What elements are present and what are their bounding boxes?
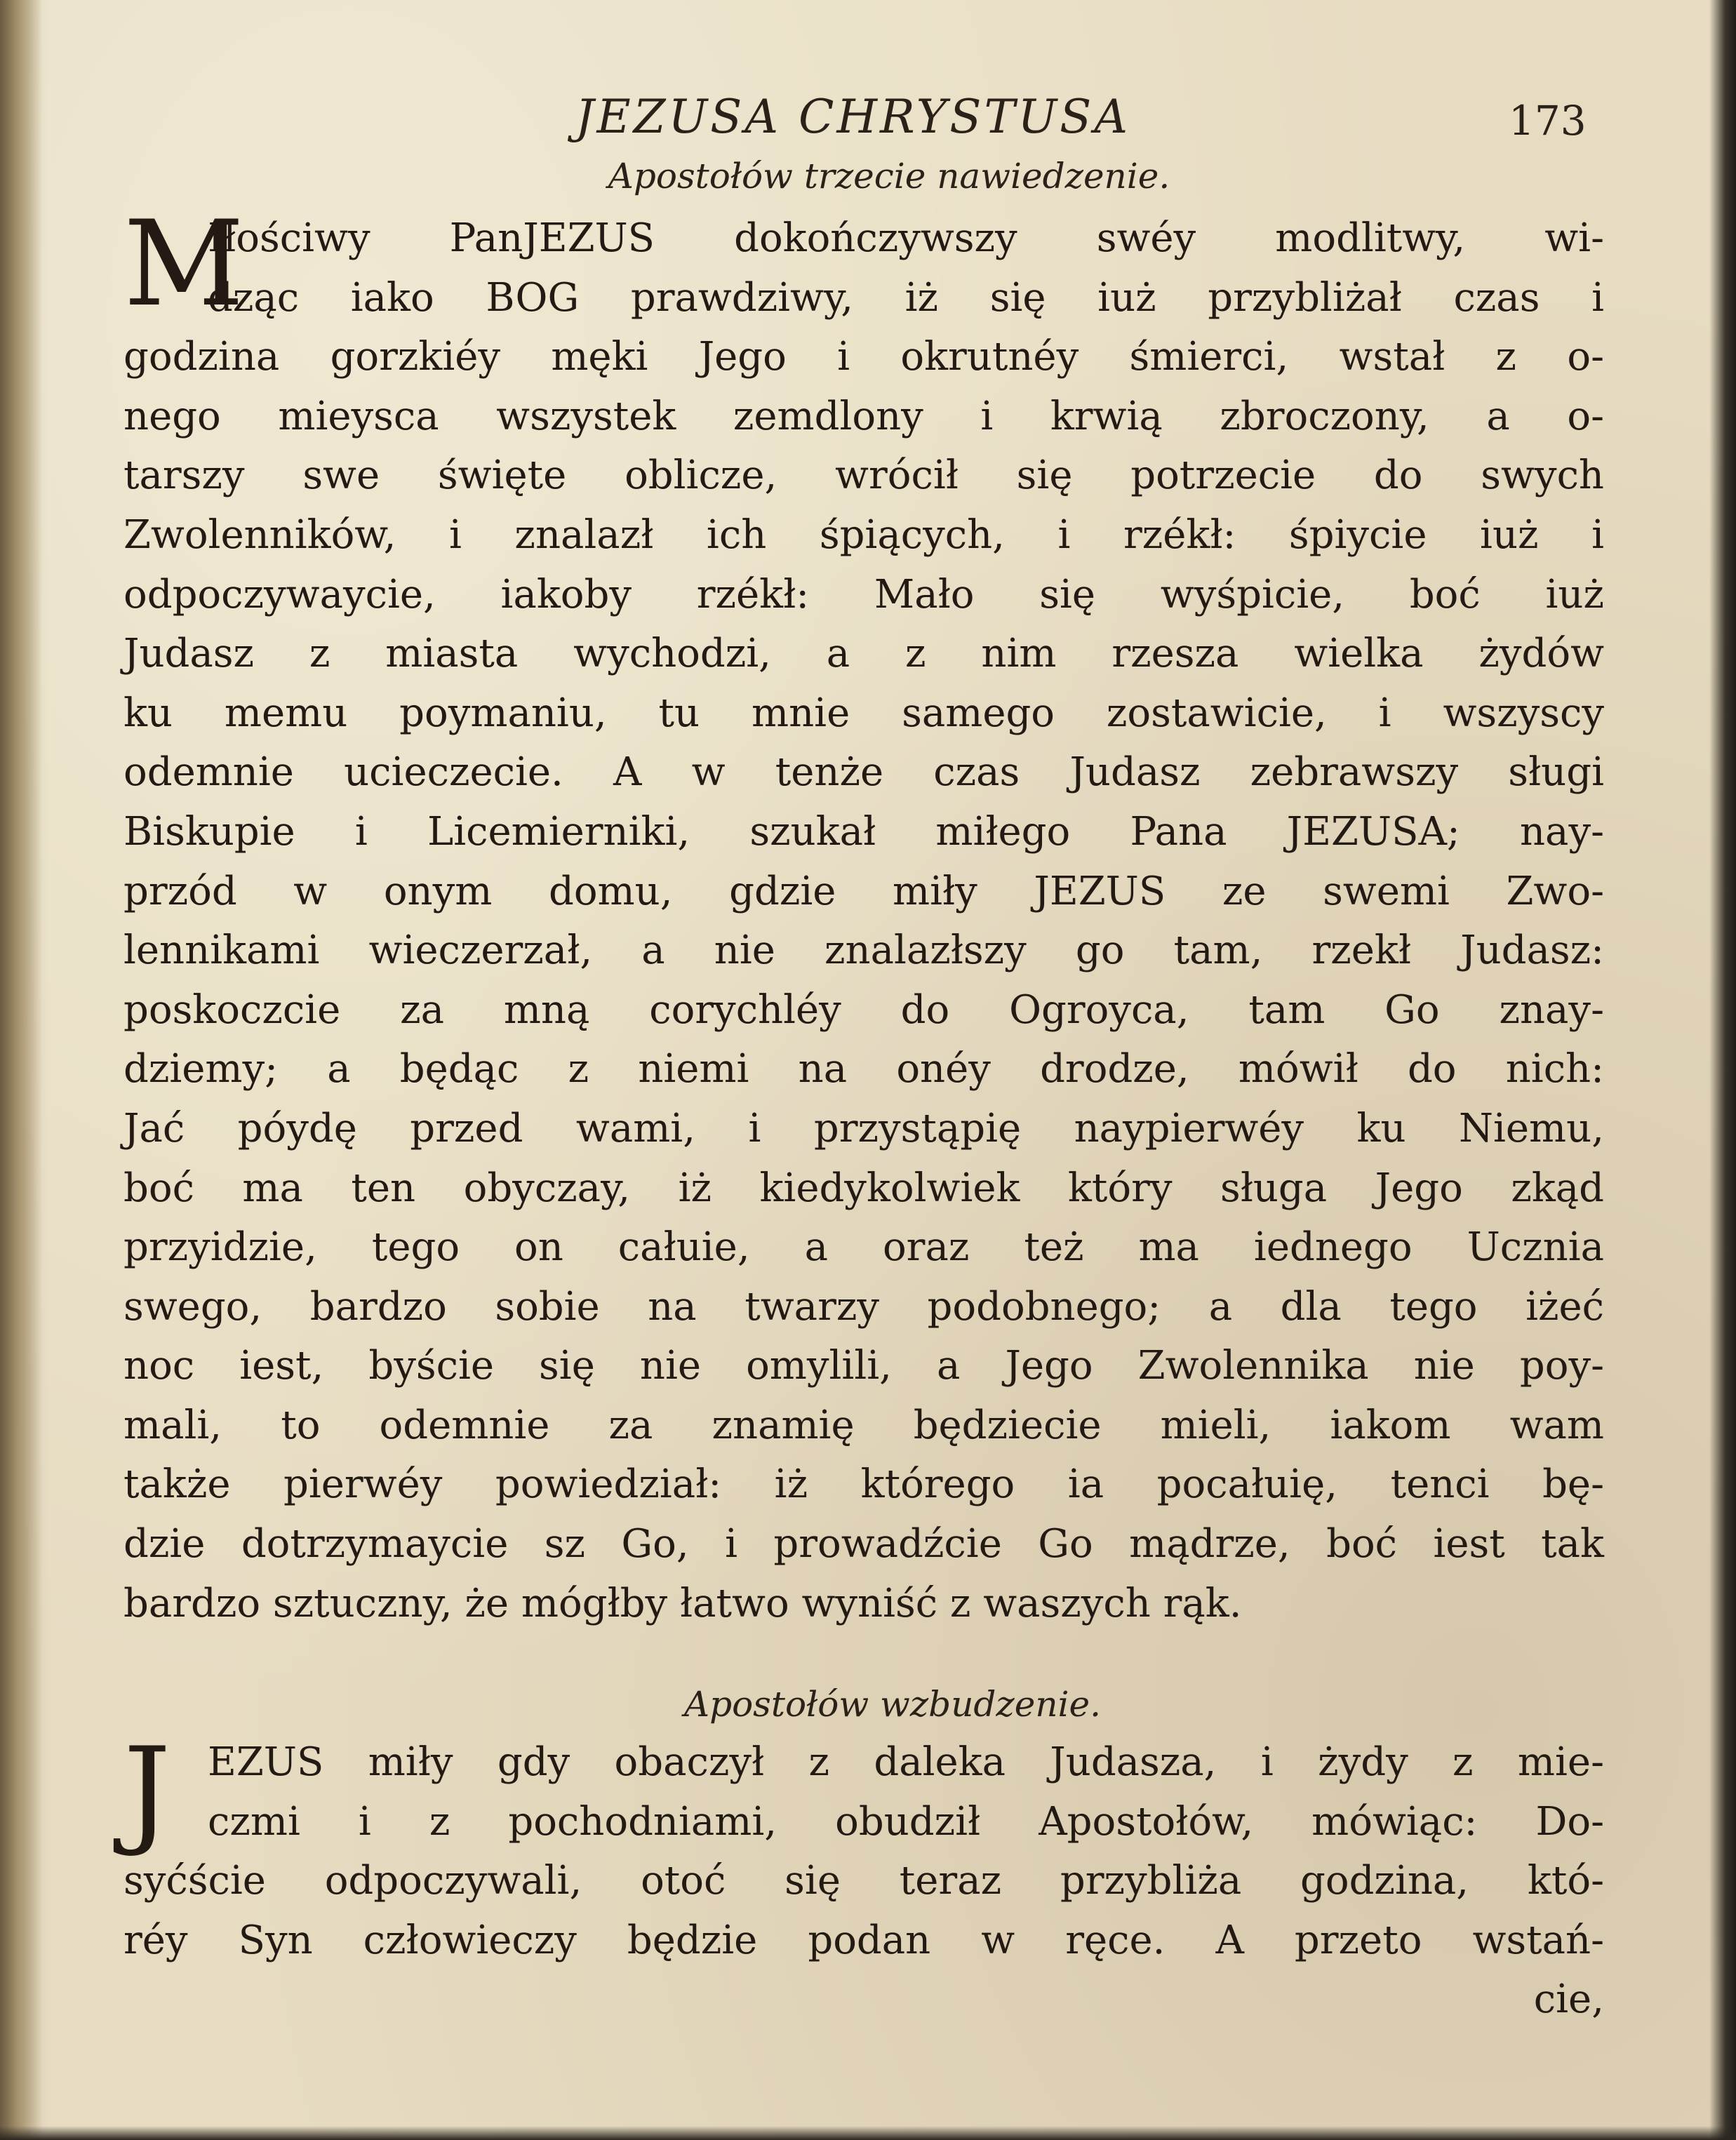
- text-line: Zwolenników, i znalazł ich śpiących, i rzékł: śpiycie iuż i: [123, 511, 1604, 558]
- text-line: nego mieysca wszystek zemdlony i krwią zbroczony, a o-: [123, 393, 1604, 439]
- drop-cap: M: [123, 195, 245, 333]
- text-line: godzina gorzkiéy męki Jego i okrutnéy śmierci, wstał z o-: [123, 334, 1604, 380]
- text-line: swego, bardzo sobie na twarzy podobnego; a dla tego iżeć: [123, 1283, 1604, 1330]
- running-title: JEZUSA CHRYSTUSA: [575, 90, 1130, 144]
- text-line: mali, to odemnie za znamię będziecie mieli, iakom wam: [123, 1402, 1604, 1448]
- text-line: dziemy; a będąc z niemi na onéy drodze, mówił do nich:: [123, 1046, 1604, 1092]
- paragraph: [123, 1722, 1604, 2030]
- text-line: ku memu poymaniu, tu mnie samego zostawicie, i wszyscy: [123, 690, 1604, 736]
- drop-cap: J: [123, 1722, 171, 1859]
- text-line: Iłościwy PanJEZUS dokończywszy swéy modlitwy, wi-: [208, 215, 1604, 261]
- text-line: noc iest, byście się nie omylili, a Jego Zwolennika nie poy-: [123, 1343, 1604, 1389]
- text-line: także pierwéy powiedział: iż którego ia pocałuię, tenci bę-: [123, 1462, 1604, 1508]
- page-right-edge: [1709, 0, 1736, 2140]
- section-heading: Apostołów trzecie nawiedzenie.: [608, 156, 1170, 196]
- section-heading: Apostołów wzbudzenie.: [683, 1684, 1102, 1725]
- text-line: poskoczcie za mną corychléy do Ogroyca, tam Go znay-: [123, 987, 1604, 1033]
- text-line: odemnie ucieczecie. A w tenże czas Judasz zebrawszy sługi: [123, 749, 1604, 796]
- catchword: cie,: [1533, 1977, 1604, 2023]
- page-number: 173: [1509, 97, 1587, 145]
- text-line: bardzo sztuczny, że mógłby łatwo wyniść z waszych rąk.: [123, 1580, 1242, 1626]
- text-line: czmi i z pochodniami, obudził Apostołów, mówiąc: Do-: [208, 1798, 1604, 1845]
- page-bottom-edge: [0, 2126, 1736, 2140]
- text-line: tarszy swe święte oblicze, wrócił się potrzecie do swych: [123, 453, 1604, 499]
- text-line: lennikami wieczerzał, a nie znalazłszy go tam, rzekł Judasz:: [123, 928, 1604, 974]
- text-line: przód w onym domu, gdzie miły JEZUS ze swemi Zwo-: [123, 868, 1604, 914]
- text-line: Jać póydę przed wami, i przystąpię naypierwéy ku Niemu,: [123, 1105, 1604, 1151]
- text-line: Judasz z miasta wychodzi, a z nim rzesza wielka żydów: [123, 631, 1604, 677]
- text-line: Biskupie i Licemierniki, szukał miłego Pana JEZUSA; nay-: [123, 808, 1604, 855]
- text-line: przyidzie, tego on całuie, a oraz też ma iednego Ucznia: [123, 1224, 1604, 1271]
- page-binding-shadow: [0, 0, 42, 2140]
- running-head: [0, 83, 1736, 160]
- text-line: boć ma ten obyczay, iż kiedykolwiek który sługa Jego zkąd: [123, 1165, 1604, 1211]
- text-line: EZUS miły gdy obaczył z daleka Judasza, i żydy z mie-: [208, 1739, 1604, 1785]
- text-line: syćście odpoczywali, otoć się teraz przybliża godzina, któ-: [123, 1858, 1604, 1904]
- text-line: odpoczywaycie, iakoby rzékł: Mało się wyśpicie, boć iuż: [123, 571, 1604, 617]
- paragraph: [123, 209, 1604, 1633]
- text-line: réy Syn człowieczy będzie podan w ręce. A przeto wstań-: [123, 1917, 1604, 1963]
- text-line: dzie dotrzymaycie sz Go, i prowadźcie Go mądrze, boć iest tak: [123, 1521, 1604, 1567]
- text-line: dząc iako BOG prawdziwy, iż się iuż przybliżał czas i: [208, 274, 1604, 321]
